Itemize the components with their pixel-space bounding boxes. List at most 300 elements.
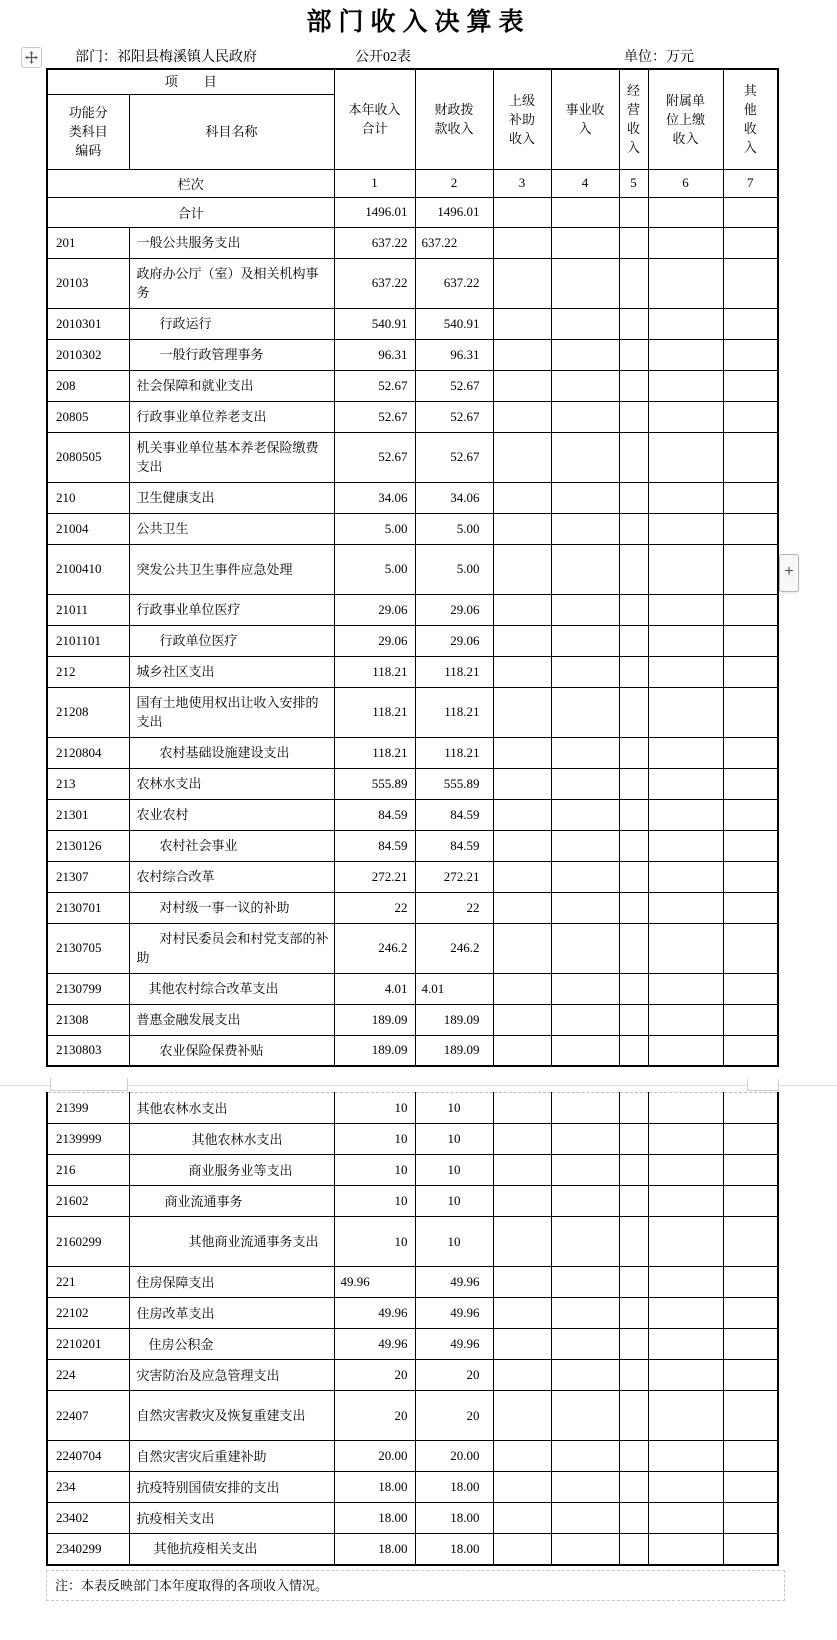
- table-row: [47, 1441, 778, 1472]
- row-value-fiscal: 49.96: [415, 1329, 493, 1360]
- unit-label: 单位：万元: [624, 50, 694, 65]
- row-value-fiscal: 84.59: [415, 799, 493, 830]
- row-subject-name: 其他农林水支出: [129, 1093, 334, 1124]
- row-subject-name: 住房公积金: [129, 1329, 334, 1360]
- column-number: 7: [723, 169, 778, 197]
- empty-cell: [551, 1503, 619, 1534]
- empty-cell: [723, 923, 778, 973]
- total-value-total: 1496.01: [334, 197, 415, 227]
- empty-cell: [648, 923, 723, 973]
- empty-cell: [723, 768, 778, 799]
- empty-cell: [723, 513, 778, 544]
- empty-cell: [648, 1267, 723, 1298]
- empty-cell: [551, 656, 619, 687]
- income-table-page2: [46, 1092, 779, 1566]
- row-code: 201: [47, 227, 129, 258]
- empty-cell: [551, 737, 619, 768]
- empty-cell: [723, 1155, 778, 1186]
- empty-cell: [551, 370, 619, 401]
- row-value-fiscal: 540.91: [415, 308, 493, 339]
- empty-cell: [493, 656, 551, 687]
- column-number: 1: [334, 169, 415, 197]
- row-code: 2139999: [47, 1124, 129, 1155]
- empty-cell: [648, 737, 723, 768]
- empty-cell: [619, 1004, 648, 1035]
- row-code: 2080505: [47, 432, 129, 482]
- empty-cell: [493, 197, 551, 227]
- empty-cell: [551, 973, 619, 1004]
- row-subject-name: 农业农村: [129, 799, 334, 830]
- table-row: [47, 482, 778, 513]
- table-row: [47, 258, 778, 308]
- row-value-fiscal: 637.22: [415, 227, 493, 258]
- row-value-fiscal: 10: [415, 1093, 493, 1124]
- empty-cell: [619, 1441, 648, 1472]
- row-code: 224: [47, 1360, 129, 1391]
- row-subject-name: 自然灾害灾后重建补助: [129, 1441, 334, 1472]
- row-code: 208: [47, 370, 129, 401]
- empty-cell: [493, 1534, 551, 1565]
- row-subject-name: 行政运行: [129, 308, 334, 339]
- empty-cell: [723, 799, 778, 830]
- table-move-handle[interactable]: [21, 47, 42, 68]
- empty-cell: [493, 227, 551, 258]
- empty-cell: [551, 1267, 619, 1298]
- empty-cell: [619, 1217, 648, 1267]
- table-row: [47, 656, 778, 687]
- row-subject-name: 突发公共卫生事件应急处理: [129, 544, 334, 594]
- header-col-affiliated: 附属单位上缴收入: [648, 69, 723, 169]
- empty-cell: [551, 1155, 619, 1186]
- header-code: 功能分类科目编码: [47, 94, 129, 169]
- row-code: 22102: [47, 1298, 129, 1329]
- empty-cell: [619, 1124, 648, 1155]
- empty-cell: [648, 799, 723, 830]
- empty-cell: [619, 432, 648, 482]
- table-row: [47, 1155, 778, 1186]
- empty-cell: [551, 308, 619, 339]
- empty-cell: [723, 737, 778, 768]
- row-value-fiscal: 20.00: [415, 1441, 493, 1472]
- row-value-fiscal: 555.89: [415, 768, 493, 799]
- row-value-fiscal: 18.00: [415, 1503, 493, 1534]
- empty-cell: [551, 768, 619, 799]
- empty-cell: [493, 1124, 551, 1155]
- header-col-business: 事业收入: [551, 69, 619, 169]
- row-value-total: 10: [334, 1217, 415, 1267]
- empty-cell: [551, 482, 619, 513]
- empty-cell: [723, 1441, 778, 1472]
- row-code: 2340299: [47, 1534, 129, 1565]
- empty-cell: [648, 227, 723, 258]
- empty-cell: [619, 923, 648, 973]
- row-subject-name: 一般行政管理事务: [129, 339, 334, 370]
- row-subject-name: 国有土地使用权出让收入安排的支出: [129, 687, 334, 737]
- empty-cell: [619, 544, 648, 594]
- header-col-superior: 上级补助收入: [493, 69, 551, 169]
- empty-cell: [648, 1217, 723, 1267]
- empty-cell: [493, 768, 551, 799]
- row-subject-name: 政府办公厅（室）及相关机构事务: [129, 258, 334, 308]
- empty-cell: [723, 1124, 778, 1155]
- empty-cell: [551, 892, 619, 923]
- row-subject-name: 社会保障和就业支出: [129, 370, 334, 401]
- header-col-fiscal: 财政拨款收入: [415, 69, 493, 169]
- empty-cell: [723, 830, 778, 861]
- row-value-total: 555.89: [334, 768, 415, 799]
- total-row: [47, 197, 778, 227]
- row-value-total: 84.59: [334, 799, 415, 830]
- empty-cell: [493, 923, 551, 973]
- row-subject-name: 农村基础设施建设支出: [129, 737, 334, 768]
- empty-cell: [551, 1004, 619, 1035]
- empty-cell: [723, 1391, 778, 1441]
- row-subject-name: 其他商业流通事务支出: [129, 1217, 334, 1267]
- row-subject-name: 公共卫生: [129, 513, 334, 544]
- page-break-artifact: [50, 1078, 128, 1091]
- empty-cell: [493, 799, 551, 830]
- row-code: 2130701: [47, 892, 129, 923]
- row-value-fiscal: 118.21: [415, 687, 493, 737]
- empty-cell: [619, 197, 648, 227]
- row-subject-name: 农村综合改革: [129, 861, 334, 892]
- empty-cell: [648, 1329, 723, 1360]
- empty-cell: [723, 482, 778, 513]
- empty-cell: [648, 370, 723, 401]
- empty-cell: [723, 687, 778, 737]
- empty-cell: [648, 258, 723, 308]
- row-value-total: 637.22: [334, 258, 415, 308]
- row-value-total: 540.91: [334, 308, 415, 339]
- empty-cell: [648, 1391, 723, 1441]
- row-value-fiscal: 20: [415, 1360, 493, 1391]
- row-value-fiscal: 118.21: [415, 656, 493, 687]
- empty-cell: [551, 594, 619, 625]
- empty-cell: [648, 401, 723, 432]
- row-value-total: 52.67: [334, 432, 415, 482]
- table-row: [47, 401, 778, 432]
- row-value-total: 118.21: [334, 687, 415, 737]
- empty-cell: [619, 892, 648, 923]
- empty-cell: [551, 1093, 619, 1124]
- empty-cell: [619, 1472, 648, 1503]
- empty-cell: [723, 1217, 778, 1267]
- empty-cell: [551, 544, 619, 594]
- row-subject-name: 住房改革支出: [129, 1298, 334, 1329]
- row-value-fiscal: 10: [415, 1124, 493, 1155]
- row-subject-name: 行政事业单位医疗: [129, 594, 334, 625]
- table-row: [47, 1004, 778, 1035]
- empty-cell: [723, 258, 778, 308]
- empty-cell: [551, 1360, 619, 1391]
- row-code: 2130803: [47, 1035, 129, 1066]
- row-value-total: 5.00: [334, 513, 415, 544]
- empty-cell: [648, 1093, 723, 1124]
- header-col-other: 其他收入: [723, 69, 778, 169]
- header-subject-name: 科目名称: [129, 94, 334, 169]
- row-value-total: 246.2: [334, 923, 415, 973]
- row-code: 21308: [47, 1004, 129, 1035]
- row-code: 2130126: [47, 830, 129, 861]
- column-index-row: [47, 169, 778, 197]
- empty-cell: [648, 1155, 723, 1186]
- empty-cell: [619, 370, 648, 401]
- table-row: [47, 1503, 778, 1534]
- row-subject-name: 抗疫相关支出: [129, 1503, 334, 1534]
- empty-cell: [493, 258, 551, 308]
- empty-cell: [551, 1391, 619, 1441]
- empty-cell: [551, 513, 619, 544]
- row-value-fiscal: 4.01: [415, 973, 493, 1004]
- table-row: [47, 1534, 778, 1565]
- empty-cell: [493, 482, 551, 513]
- empty-cell: [619, 1503, 648, 1534]
- empty-cell: [551, 339, 619, 370]
- row-value-fiscal: 637.22: [415, 258, 493, 308]
- empty-cell: [619, 1534, 648, 1565]
- row-value-fiscal: 34.06: [415, 482, 493, 513]
- total-label: 合计: [47, 197, 334, 227]
- empty-cell: [619, 799, 648, 830]
- empty-cell: [619, 339, 648, 370]
- row-value-fiscal: 29.06: [415, 625, 493, 656]
- empty-cell: [619, 1298, 648, 1329]
- empty-cell: [723, 1503, 778, 1534]
- total-value-fiscal: 1496.01: [415, 197, 493, 227]
- row-subject-name: 卫生健康支出: [129, 482, 334, 513]
- empty-cell: [648, 687, 723, 737]
- row-subject-name: 农业保险保费补贴: [129, 1035, 334, 1066]
- row-code: 20103: [47, 258, 129, 308]
- row-value-fiscal: 52.67: [415, 401, 493, 432]
- empty-cell: [551, 1472, 619, 1503]
- row-value-total: 10: [334, 1186, 415, 1217]
- move-arrows-icon: [25, 51, 38, 64]
- empty-cell: [551, 197, 619, 227]
- row-value-fiscal: 20: [415, 1391, 493, 1441]
- row-code: 2160299: [47, 1217, 129, 1267]
- row-code: 22407: [47, 1391, 129, 1441]
- empty-cell: [648, 892, 723, 923]
- row-code: 2100410: [47, 544, 129, 594]
- row-value-total: 49.96: [334, 1298, 415, 1329]
- empty-cell: [619, 973, 648, 1004]
- empty-cell: [648, 339, 723, 370]
- empty-cell: [648, 1035, 723, 1066]
- table-row: [47, 339, 778, 370]
- table-row: [47, 432, 778, 482]
- empty-cell: [493, 594, 551, 625]
- row-value-fiscal: 246.2: [415, 923, 493, 973]
- empty-cell: [551, 1217, 619, 1267]
- row-value-total: 637.22: [334, 227, 415, 258]
- empty-cell: [723, 1093, 778, 1124]
- empty-cell: [493, 1217, 551, 1267]
- row-code: 2010302: [47, 339, 129, 370]
- header-col-total: 本年收入合计: [334, 69, 415, 169]
- table-row: [47, 1093, 778, 1124]
- row-value-total: 18.00: [334, 1503, 415, 1534]
- empty-cell: [723, 401, 778, 432]
- row-code: 212: [47, 656, 129, 687]
- empty-cell: [723, 544, 778, 594]
- row-value-fiscal: 10: [415, 1217, 493, 1267]
- empty-cell: [551, 799, 619, 830]
- row-value-total: 20: [334, 1391, 415, 1441]
- empty-cell: [723, 308, 778, 339]
- empty-cell: [551, 625, 619, 656]
- empty-cell: [619, 861, 648, 892]
- empty-cell: [619, 1329, 648, 1360]
- page-title: 部门收入决算表: [306, 9, 531, 36]
- header-row-item: [47, 69, 778, 94]
- empty-cell: [723, 227, 778, 258]
- row-value-total: 18.00: [334, 1534, 415, 1565]
- empty-cell: [551, 401, 619, 432]
- row-value-fiscal: 189.09: [415, 1004, 493, 1035]
- row-code: 216: [47, 1155, 129, 1186]
- public-table-number: 公开02表: [355, 50, 411, 65]
- header-item-group: 项 目: [47, 69, 334, 94]
- row-value-total: 20.00: [334, 1441, 415, 1472]
- empty-cell: [493, 892, 551, 923]
- empty-cell: [551, 1298, 619, 1329]
- empty-cell: [551, 1186, 619, 1217]
- column-number: 6: [648, 169, 723, 197]
- row-code: 2130799: [47, 973, 129, 1004]
- row-value-total: 22: [334, 892, 415, 923]
- empty-cell: [551, 1534, 619, 1565]
- row-value-total: 118.21: [334, 737, 415, 768]
- row-subject-name: 机关事业单位基本养老保险缴费支出: [129, 432, 334, 482]
- row-code: 2210201: [47, 1329, 129, 1360]
- empty-cell: [493, 861, 551, 892]
- empty-cell: [493, 1035, 551, 1066]
- row-value-fiscal: 84.59: [415, 830, 493, 861]
- empty-cell: [493, 544, 551, 594]
- empty-cell: [493, 1186, 551, 1217]
- empty-cell: [493, 1155, 551, 1186]
- empty-cell: [493, 370, 551, 401]
- empty-cell: [648, 1004, 723, 1035]
- row-value-fiscal: 52.67: [415, 370, 493, 401]
- table-row: [47, 594, 778, 625]
- row-value-fiscal: 5.00: [415, 544, 493, 594]
- empty-cell: [648, 513, 723, 544]
- empty-cell: [648, 594, 723, 625]
- empty-cell: [493, 1472, 551, 1503]
- empty-cell: [551, 258, 619, 308]
- table-row: [47, 830, 778, 861]
- empty-cell: [493, 513, 551, 544]
- empty-cell: [619, 227, 648, 258]
- empty-cell: [648, 1124, 723, 1155]
- row-code: 21307: [47, 861, 129, 892]
- table-row: [47, 1391, 778, 1441]
- empty-cell: [723, 339, 778, 370]
- empty-cell: [648, 1360, 723, 1391]
- empty-cell: [648, 544, 723, 594]
- row-value-total: 52.67: [334, 370, 415, 401]
- empty-cell: [493, 687, 551, 737]
- empty-cell: [723, 1267, 778, 1298]
- row-value-fiscal: 96.31: [415, 339, 493, 370]
- row-value-total: 34.06: [334, 482, 415, 513]
- table-row: [47, 737, 778, 768]
- empty-cell: [493, 1004, 551, 1035]
- row-code: 21399: [47, 1093, 129, 1124]
- row-value-total: 96.31: [334, 339, 415, 370]
- table-row: [47, 1329, 778, 1360]
- empty-cell: [723, 1329, 778, 1360]
- empty-cell: [723, 1035, 778, 1066]
- empty-cell: [551, 227, 619, 258]
- empty-cell: [493, 1093, 551, 1124]
- footnote: 注：本表反映部门本年度取得的各项收入情况。: [46, 1570, 785, 1601]
- empty-cell: [493, 1360, 551, 1391]
- empty-cell: [723, 973, 778, 1004]
- header-col-operating: 经营收入: [619, 69, 648, 169]
- empty-cell: [723, 1298, 778, 1329]
- empty-cell: [619, 308, 648, 339]
- row-code: 2240704: [47, 1441, 129, 1472]
- row-code: 210: [47, 482, 129, 513]
- empty-cell: [723, 594, 778, 625]
- row-code: 21301: [47, 799, 129, 830]
- empty-cell: [493, 1267, 551, 1298]
- row-value-total: 52.67: [334, 401, 415, 432]
- row-subject-name: 灾害防治及应急管理支出: [129, 1360, 334, 1391]
- table-row: [47, 861, 778, 892]
- empty-cell: [493, 1441, 551, 1472]
- empty-cell: [648, 625, 723, 656]
- empty-cell: [619, 594, 648, 625]
- empty-cell: [619, 768, 648, 799]
- empty-cell: [648, 830, 723, 861]
- row-subject-name: 对村级一事一议的补助: [129, 892, 334, 923]
- row-value-fiscal: 10: [415, 1155, 493, 1186]
- empty-cell: [551, 830, 619, 861]
- page-break-artifact: [747, 1079, 779, 1091]
- empty-cell: [493, 1503, 551, 1534]
- empty-cell: [648, 432, 723, 482]
- empty-cell: [723, 892, 778, 923]
- empty-cell: [619, 687, 648, 737]
- row-subject-name: 农村社会事业: [129, 830, 334, 861]
- empty-cell: [551, 1124, 619, 1155]
- empty-cell: [619, 1093, 648, 1124]
- row-value-fiscal: 29.06: [415, 594, 493, 625]
- empty-cell: [551, 1035, 619, 1066]
- row-value-total: 5.00: [334, 544, 415, 594]
- row-code: 234: [47, 1472, 129, 1503]
- row-subject-name: 商业流通事务: [129, 1186, 334, 1217]
- empty-cell: [723, 861, 778, 892]
- row-code: 2120804: [47, 737, 129, 768]
- row-value-fiscal: 272.21: [415, 861, 493, 892]
- empty-cell: [723, 432, 778, 482]
- empty-cell: [723, 1004, 778, 1035]
- empty-cell: [619, 482, 648, 513]
- empty-cell: [619, 1186, 648, 1217]
- empty-cell: [493, 737, 551, 768]
- row-value-total: 84.59: [334, 830, 415, 861]
- row-value-total: 10: [334, 1124, 415, 1155]
- empty-cell: [619, 1035, 648, 1066]
- row-value-total: 10: [334, 1155, 415, 1186]
- empty-cell: [723, 1534, 778, 1565]
- add-row-button[interactable]: +: [779, 554, 799, 592]
